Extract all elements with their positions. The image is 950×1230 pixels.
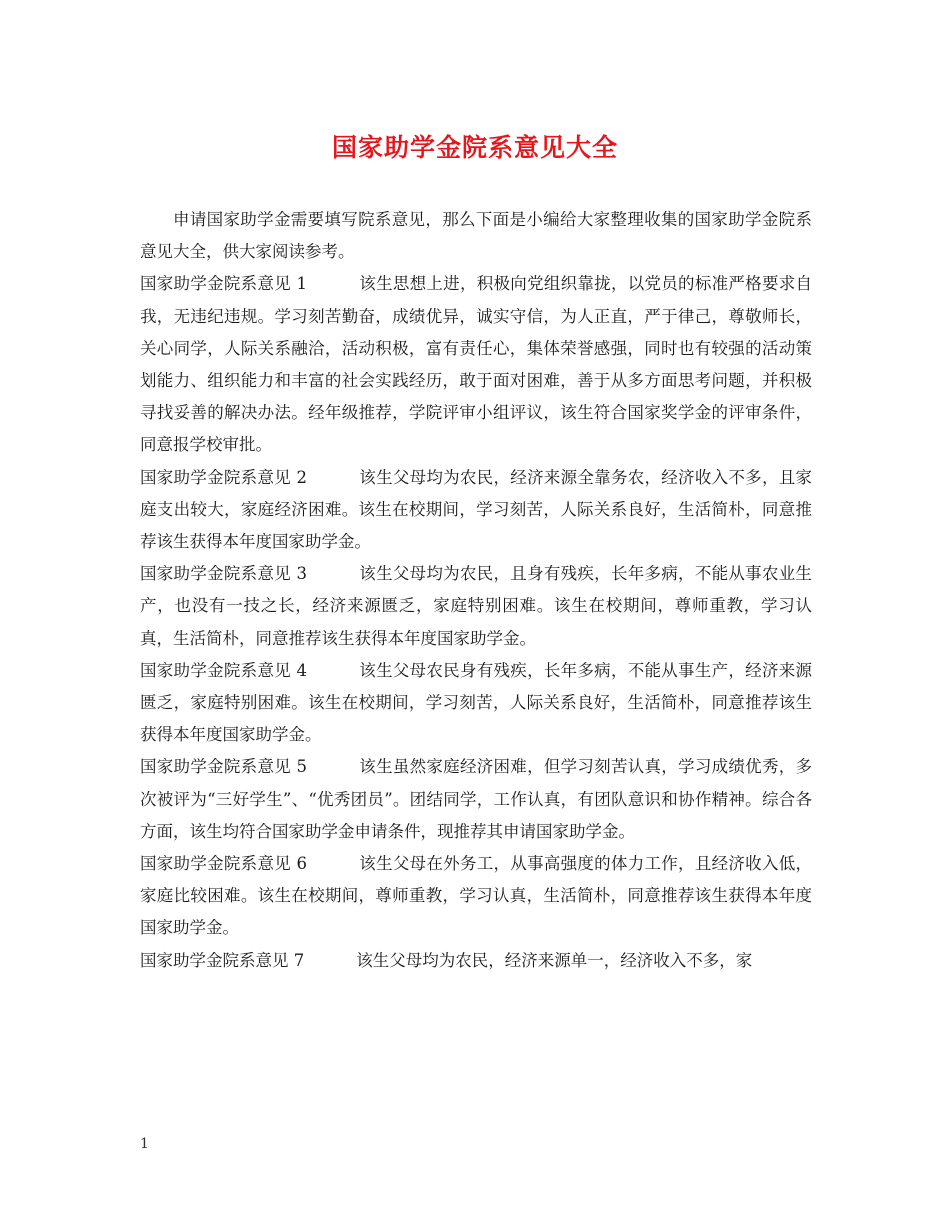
opinion-paragraph-7 <box>140 945 812 977</box>
opinion-label: 国家助学金院系意见 1 <box>140 274 308 294</box>
opinion-text: 该生父母均为农民，经济来源全靠务农，经济收入不多，且家庭支出较大，家庭经济困难。该生在校期间，学习刻苦，人际关系良好，生活简朴，同意推荐该生获得本年度国家助学金。 <box>140 467 812 552</box>
opinion-label: 国家助学金院系意见 6 <box>140 854 308 874</box>
opinion-text: 该生虽然家庭经济困难，但学习刻苦认真，学习成绩优秀，多次被评为“三好学生”、“优秀团员”。团结同学，工作认真，有团队意识和协作精神。综合各方面，该生均符合国家助学金申请条件，现推荐其申请国家助学金。 <box>140 757 812 841</box>
opinion-paragraph-4 <box>140 655 812 752</box>
opinion-paragraph-6 <box>140 848 812 945</box>
document-body <box>140 204 812 977</box>
opinion-label: 国家助学金院系意见 3 <box>140 564 308 584</box>
page-number: 1 <box>140 1136 149 1152</box>
opinion-paragraph-3 <box>140 558 812 655</box>
opinion-text: 该生父母均为农民，且身有残疾，长年多病，不能从事农业生产，也没有一技之长，经济来源匮乏，家庭特别困难。该生在校期间，尊师重教，学习认真，生活简朴，同意推荐该生获得本年度国家助学金。 <box>140 564 812 648</box>
opinion-paragraph-2 <box>140 462 812 559</box>
opinion-label: 国家助学金院系意见 5 <box>140 757 308 777</box>
intro-paragraph: 申请国家助学金需要填写院系意见，那么下面是小编给大家整理收集的国家助学金院系意见大全，供大家阅读参考。 <box>140 210 812 262</box>
opinion-paragraph-1 <box>140 268 812 461</box>
opinion-label: 国家助学金院系意见 2 <box>140 467 308 487</box>
opinion-text: 该生父母在外务工，从事高强度的体力工作，且经济收入低，家庭比较困难。该生在校期间，尊师重教，学习认真，生活简朴，同意推荐该生获得本年度国家助学金。 <box>140 854 812 938</box>
opinion-text: 该生父母均为农民，经济来源单一，经济收入不多，家 <box>356 950 753 970</box>
document-title: 国家助学金院系意见大全 <box>331 133 618 162</box>
opinion-paragraph-5 <box>140 751 812 848</box>
opinion-label: 国家助学金院系意见 7 <box>140 950 305 970</box>
opinion-label: 国家助学金院系意见 4 <box>140 660 308 680</box>
opinion-text: 该生父母农民身有残疾，长年多病，不能从事生产，经济来源匮乏，家庭特别困难。该生在校期间，学习刻苦，人际关系良好，生活简朴，同意推荐该生获得本年度国家助学金。 <box>140 660 812 745</box>
opinion-text: 该生思想上进，积极向党组织靠拢，以党员的标准严格要求自我，无违纪违规。学习刻苦勤奋，成绩优异，诚实守信，为人正直，严于律己，尊敬师长，关心同学，人际关系融洽，活动积极，富有责任心，集体荣誉感强，同时也有较强的活动策划能力、组织能力和丰富的社会实践经历，敢于面对困难，善于从多方面思考问题，并积极寻找妥善的解决办法。经年级推荐，学院评审小组评议，该生符合国家奖学金的评审条件，同意报学校审批。 <box>140 274 812 455</box>
